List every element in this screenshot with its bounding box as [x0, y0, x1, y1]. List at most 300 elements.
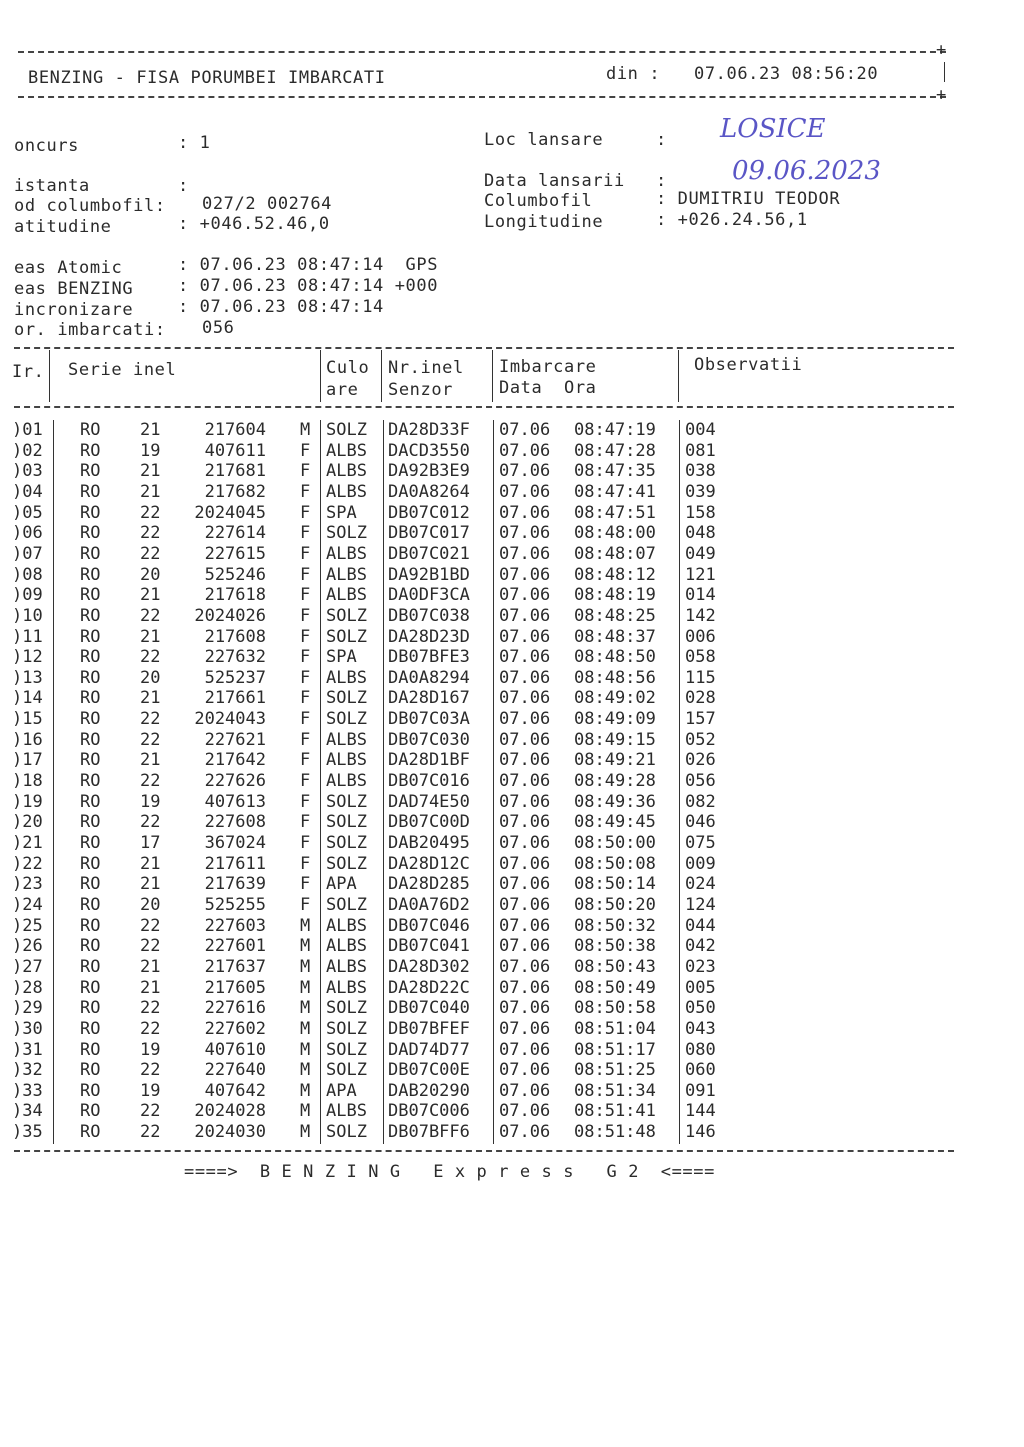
cell-time: 08:51:48: [574, 1122, 656, 1143]
cell-sex: F: [300, 667, 311, 688]
cell-nr: )14: [12, 688, 43, 709]
cell-sex: M: [300, 915, 311, 936]
cell-sensor: DA28D33F: [388, 420, 470, 440]
cell-color: SOLZ: [326, 688, 367, 709]
cell-time: 08:50:08: [574, 853, 656, 874]
cell-country: RO: [80, 771, 101, 792]
cell-sensor: DAD74E50: [388, 791, 470, 812]
table-row: [0, 420, 1024, 441]
cell-sensor: DA0A8264: [388, 481, 470, 502]
cell-obs: 005: [685, 977, 716, 998]
col-culoare-header-2: are: [326, 380, 359, 400]
loc-label: Loc lansare: [484, 130, 604, 150]
cell-ring: 227615: [204, 543, 266, 564]
header-bottom-plus: +: [936, 85, 947, 105]
table-row: [0, 523, 1024, 544]
cell-year: 22: [140, 647, 161, 668]
cell-ring: 525237: [204, 667, 266, 688]
cell-sex: F: [300, 523, 311, 544]
cell-ring: 407613: [204, 791, 266, 812]
cell-time: 08:49:15: [574, 729, 656, 750]
table-row: [0, 998, 1024, 1019]
cell-date: 07.06: [499, 605, 551, 626]
cell-nr: )28: [12, 977, 43, 998]
cell-ring: 2024026: [194, 605, 266, 626]
cell-sex: F: [300, 481, 311, 502]
cell-ring: 217681: [204, 461, 266, 482]
cell-date: 07.06: [499, 750, 551, 771]
cell-sex: M: [300, 1101, 311, 1122]
latitudine-label: atitudine: [14, 217, 112, 237]
table-row: [0, 606, 1024, 627]
cell-nr: )17: [12, 750, 43, 771]
cell-sensor: DA0A76D2: [388, 894, 470, 915]
cell-time: 08:51:04: [574, 1018, 656, 1039]
cell-time: 08:48:25: [574, 605, 656, 626]
cell-time: 08:49:02: [574, 688, 656, 709]
cell-year: 22: [140, 915, 161, 936]
nr-imbarcati-value: 056: [202, 318, 235, 338]
table-row: [0, 874, 1024, 895]
cell-sex: M: [300, 956, 311, 977]
cell-obs: 039: [685, 481, 716, 502]
table-row: [0, 1122, 1024, 1143]
cell-country: RO: [80, 523, 101, 544]
cell-nr: )04: [12, 481, 43, 502]
cell-sensor: DB07C016: [388, 771, 470, 792]
cell-year: 22: [140, 543, 161, 564]
cell-color: ALBS: [326, 543, 367, 564]
cell-ring: 2024043: [194, 709, 266, 730]
table-row: [0, 585, 1024, 606]
cell-nr: )06: [12, 523, 43, 544]
cell-nr: )24: [12, 894, 43, 915]
cell-year: 22: [140, 1122, 161, 1143]
cell-date: 07.06: [499, 833, 551, 853]
cell-sex: M: [300, 977, 311, 998]
cell-nr: )03: [12, 461, 43, 482]
cell-year: 21: [140, 481, 161, 502]
sincronizare-label: incronizare: [14, 300, 134, 320]
cell-year: 19: [140, 440, 161, 461]
cell-nr: )33: [12, 1080, 43, 1101]
cell-nr: )35: [12, 1122, 43, 1143]
cell-sensor: DA92B1BD: [388, 564, 470, 585]
cell-time: 08:50:20: [574, 894, 656, 915]
cell-nr: )26: [12, 936, 43, 957]
distanta-label: istanta: [14, 176, 90, 196]
cell-obs: 121: [685, 564, 716, 585]
cell-sex: F: [300, 543, 311, 564]
cell-sex: F: [300, 894, 311, 915]
cell-date: 07.06: [499, 791, 551, 812]
cell-color: SPA: [326, 502, 357, 523]
cell-ring: 217605: [204, 977, 266, 998]
cell-obs: 048: [685, 523, 716, 544]
cell-time: 08:50:49: [574, 977, 656, 998]
cell-country: RO: [80, 1122, 101, 1143]
cell-year: 19: [140, 1080, 161, 1101]
cell-year: 21: [140, 420, 161, 440]
cell-time: 08:49:09: [574, 709, 656, 730]
cell-color: SOLZ: [326, 791, 367, 812]
cell-date: 07.06: [499, 977, 551, 998]
cell-sensor: DA0DF3CA: [388, 585, 470, 606]
longitudine-value: : +026.24.56,1: [656, 210, 808, 230]
longitudine-label: Longitudine: [484, 212, 604, 232]
cell-date: 07.06: [499, 709, 551, 730]
cell-color: APA: [326, 874, 357, 895]
cell-sensor: DB07C030: [388, 729, 470, 750]
cell-year: 21: [140, 750, 161, 771]
cell-date: 07.06: [499, 461, 551, 482]
cell-color: ALBS: [326, 936, 367, 957]
table-row: [0, 730, 1024, 751]
cell-country: RO: [80, 1039, 101, 1060]
cell-ring: 2024028: [194, 1101, 266, 1122]
cell-obs: 023: [685, 956, 716, 977]
cell-sex: F: [300, 440, 311, 461]
ceas-benzing-value: : 07.06.23 08:47:14 +000: [178, 276, 439, 296]
cell-date: 07.06: [499, 812, 551, 833]
cell-color: SOLZ: [326, 894, 367, 915]
cell-year: 21: [140, 977, 161, 998]
cell-nr: )20: [12, 812, 43, 833]
cell-ring: 227640: [204, 1060, 266, 1081]
cell-date: 07.06: [499, 771, 551, 792]
cell-time: 08:47:51: [574, 502, 656, 523]
cell-color: SOLZ: [326, 1060, 367, 1081]
cell-date: 07.06: [499, 1080, 551, 1101]
col-imbarcare-header-2: Data Ora: [499, 378, 597, 398]
loc-value-handwritten: LOSICE: [720, 114, 826, 144]
cell-obs: 144: [685, 1101, 716, 1122]
cell-date: 07.06: [499, 585, 551, 606]
cell-time: 08:47:19: [574, 420, 656, 440]
cell-ring: 227614: [204, 523, 266, 544]
cell-year: 20: [140, 564, 161, 585]
cell-sensor: DA28D12C: [388, 853, 470, 874]
cell-year: 21: [140, 585, 161, 606]
cell-ring: 227608: [204, 812, 266, 833]
table-row: [0, 978, 1024, 999]
cell-country: RO: [80, 936, 101, 957]
table-row: [0, 544, 1024, 565]
cell-nr: )09: [12, 585, 43, 606]
table-row: [0, 957, 1024, 978]
cell-time: 08:49:45: [574, 812, 656, 833]
cell-color: ALBS: [326, 667, 367, 688]
col-nr-header: Ir.: [12, 362, 45, 382]
cell-country: RO: [80, 956, 101, 977]
cell-sex: F: [300, 771, 311, 792]
cell-date: 07.06: [499, 1018, 551, 1039]
cell-date: 07.06: [499, 1101, 551, 1122]
cell-nr: )27: [12, 956, 43, 977]
cell-country: RO: [80, 709, 101, 730]
cell-color: ALBS: [326, 585, 367, 606]
cell-ring: 217682: [204, 481, 266, 502]
cell-year: 19: [140, 791, 161, 812]
cell-time: 08:50:32: [574, 915, 656, 936]
concurs-value: : 1: [178, 133, 211, 153]
col-nrinel-header-1: Nr.inel: [388, 358, 464, 378]
cell-time: 08:50:38: [574, 936, 656, 957]
cell-nr: )22: [12, 853, 43, 874]
cell-country: RO: [80, 420, 101, 440]
cell-year: 20: [140, 667, 161, 688]
cell-date: 07.06: [499, 729, 551, 750]
header-right-border: [944, 62, 945, 82]
cell-nr: )23: [12, 874, 43, 895]
cell-nr: )19: [12, 791, 43, 812]
concurs-label: oncurs: [14, 136, 80, 156]
cell-country: RO: [80, 791, 101, 812]
cell-sex: F: [300, 605, 311, 626]
cell-sex: M: [300, 420, 311, 440]
cell-sex: F: [300, 853, 311, 874]
cell-date: 07.06: [499, 894, 551, 915]
cell-date: 07.06: [499, 688, 551, 709]
data-lansarii-handwritten: 09.06.2023: [732, 156, 881, 186]
cell-obs: 115: [685, 667, 716, 688]
cell-obs: 056: [685, 771, 716, 792]
cell-year: 20: [140, 894, 161, 915]
cell-country: RO: [80, 461, 101, 482]
ceas-atomic-value: : 07.06.23 08:47:14 GPS: [178, 255, 439, 275]
cell-country: RO: [80, 543, 101, 564]
cell-date: 07.06: [499, 667, 551, 688]
cell-time: 08:49:21: [574, 750, 656, 771]
cell-sensor: DB07C038: [388, 605, 470, 626]
table-row: [0, 936, 1024, 957]
cell-year: 21: [140, 956, 161, 977]
cell-country: RO: [80, 688, 101, 709]
cell-obs: 060: [685, 1060, 716, 1081]
cell-sex: F: [300, 461, 311, 482]
cell-date: 07.06: [499, 1039, 551, 1060]
cell-date: 07.06: [499, 998, 551, 1019]
cell-obs: 052: [685, 729, 716, 750]
cell-nr: )07: [12, 543, 43, 564]
cell-sex: F: [300, 750, 311, 771]
cell-color: ALBS: [326, 1101, 367, 1122]
cell-country: RO: [80, 998, 101, 1019]
cell-color: SOLZ: [326, 523, 367, 544]
cell-sex: M: [300, 1122, 311, 1143]
cell-nr: )02: [12, 440, 43, 461]
cell-time: 08:51:17: [574, 1039, 656, 1060]
cell-country: RO: [80, 833, 101, 853]
cell-time: 08:48:56: [574, 667, 656, 688]
cell-date: 07.06: [499, 543, 551, 564]
cell-obs: 146: [685, 1122, 716, 1143]
cell-sensor: DB07BFF6: [388, 1122, 470, 1143]
cell-sensor: DB07C017: [388, 523, 470, 544]
cell-sensor: DA28D285: [388, 874, 470, 895]
cell-sex: F: [300, 585, 311, 606]
cell-obs: 049: [685, 543, 716, 564]
header-top-rule: [18, 51, 946, 53]
cell-sensor: DB07C021: [388, 543, 470, 564]
cod-columbofil-label: od columbofil:: [14, 196, 166, 216]
cell-obs: 080: [685, 1039, 716, 1060]
header-din-label: din :: [606, 64, 661, 84]
cell-time: 08:51:34: [574, 1080, 656, 1101]
table-row: [0, 565, 1024, 586]
cell-ring: 2024045: [194, 502, 266, 523]
table-header-sep-3: [381, 350, 382, 402]
cell-obs: 042: [685, 936, 716, 957]
table-row: [0, 668, 1024, 689]
table-row: [0, 688, 1024, 709]
cell-year: 22: [140, 812, 161, 833]
cell-nr: )08: [12, 564, 43, 585]
cell-time: 08:49:28: [574, 771, 656, 792]
cell-year: 22: [140, 729, 161, 750]
table-row: [0, 627, 1024, 648]
cell-ring: 217637: [204, 956, 266, 977]
cell-date: 07.06: [499, 420, 551, 440]
cell-nr: )10: [12, 605, 43, 626]
cell-nr: )05: [12, 502, 43, 523]
cell-sensor: DA28D302: [388, 956, 470, 977]
cell-time: 08:50:00: [574, 833, 656, 853]
table-row: [0, 503, 1024, 524]
cell-obs: 026: [685, 750, 716, 771]
cell-date: 07.06: [499, 626, 551, 647]
cell-year: 22: [140, 523, 161, 544]
table-row: [0, 833, 1024, 854]
cell-date: 07.06: [499, 853, 551, 874]
loc-colon: :: [656, 130, 667, 150]
table-row: [0, 854, 1024, 875]
cell-color: SOLZ: [326, 853, 367, 874]
cell-country: RO: [80, 502, 101, 523]
cell-year: 22: [140, 709, 161, 730]
cell-date: 07.06: [499, 1122, 551, 1143]
cell-ring: 227603: [204, 915, 266, 936]
cell-sensor: DA28D23D: [388, 626, 470, 647]
table-header-sep-2: [320, 350, 321, 402]
cell-color: SOLZ: [326, 1018, 367, 1039]
cell-year: 21: [140, 853, 161, 874]
cell-ring: 227626: [204, 771, 266, 792]
cell-obs: 024: [685, 874, 716, 895]
cell-obs: 004: [685, 420, 716, 440]
cell-obs: 046: [685, 812, 716, 833]
cell-ring: 407610: [204, 1039, 266, 1060]
table-row: [0, 792, 1024, 813]
cell-ring: 217661: [204, 688, 266, 709]
cell-sensor: DA28D1BF: [388, 750, 470, 771]
cell-sex: M: [300, 1018, 311, 1039]
cell-color: ALBS: [326, 956, 367, 977]
cell-ring: 227632: [204, 647, 266, 668]
cell-year: 22: [140, 1018, 161, 1039]
cell-country: RO: [80, 1018, 101, 1039]
cell-country: RO: [80, 626, 101, 647]
cod-columbofil-value: 027/2 002764: [202, 194, 333, 214]
cell-obs: 014: [685, 585, 716, 606]
footer-banner: ====> B E N Z I N G E x p r e s s G 2 <====: [184, 1162, 715, 1182]
cell-year: 22: [140, 936, 161, 957]
document-title: BENZING - FISA PORUMBEI IMBARCATI: [28, 68, 386, 88]
cell-ring: 217611: [204, 853, 266, 874]
table-row: [0, 1101, 1024, 1122]
table-top-rule: [14, 347, 954, 349]
table-row: [0, 1060, 1024, 1081]
cell-country: RO: [80, 585, 101, 606]
cell-nr: )18: [12, 771, 43, 792]
table-row: [0, 709, 1024, 730]
cell-obs: 075: [685, 833, 716, 853]
cell-ring: 407642: [204, 1080, 266, 1101]
table-row: [0, 895, 1024, 916]
cell-color: ALBS: [326, 564, 367, 585]
cell-time: 08:50:58: [574, 998, 656, 1019]
table-row: [0, 1040, 1024, 1061]
cell-nr: )12: [12, 647, 43, 668]
cell-color: SOLZ: [326, 626, 367, 647]
cell-time: 08:51:41: [574, 1101, 656, 1122]
cell-time: 08:50:43: [574, 956, 656, 977]
cell-sex: M: [300, 1039, 311, 1060]
cell-nr: )31: [12, 1039, 43, 1060]
cell-sex: F: [300, 812, 311, 833]
cell-obs: 082: [685, 791, 716, 812]
header-din-value: 07.06.23 08:56:20: [694, 64, 879, 84]
cell-color: SOLZ: [326, 833, 367, 853]
cell-color: ALBS: [326, 977, 367, 998]
cell-nr: )32: [12, 1060, 43, 1081]
cell-ring: 2024030: [194, 1122, 266, 1143]
ceas-atomic-label: eas Atomic: [14, 258, 123, 278]
table-row: [0, 771, 1024, 792]
cell-ring: 227601: [204, 936, 266, 957]
table-header-rule: [14, 406, 954, 408]
cell-sensor: DACD3550: [388, 440, 470, 461]
col-culoare-header-1: Culo: [326, 358, 370, 378]
cell-obs: 142: [685, 605, 716, 626]
cell-sex: F: [300, 564, 311, 585]
cell-sensor: DB07C040: [388, 998, 470, 1019]
cell-date: 07.06: [499, 523, 551, 544]
cell-sex: F: [300, 833, 311, 853]
cell-ring: 217618: [204, 585, 266, 606]
cell-country: RO: [80, 977, 101, 998]
cell-obs: 038: [685, 461, 716, 482]
cell-sex: M: [300, 1080, 311, 1101]
cell-year: 21: [140, 874, 161, 895]
cell-ring: 525255: [204, 894, 266, 915]
cell-color: ALBS: [326, 771, 367, 792]
cell-sensor: DB07C006: [388, 1101, 470, 1122]
cell-color: ALBS: [326, 440, 367, 461]
cell-sex: F: [300, 688, 311, 709]
cell-year: 17: [140, 833, 161, 853]
cell-color: SPA: [326, 647, 357, 668]
cell-date: 07.06: [499, 936, 551, 957]
cell-sex: F: [300, 626, 311, 647]
cell-time: 08:47:28: [574, 440, 656, 461]
cell-date: 07.06: [499, 874, 551, 895]
cell-nr: )01: [12, 420, 43, 440]
cell-country: RO: [80, 1080, 101, 1101]
cell-sex: M: [300, 1060, 311, 1081]
cell-color: ALBS: [326, 481, 367, 502]
col-imbarcare-header-1: Imbarcare: [499, 357, 597, 377]
